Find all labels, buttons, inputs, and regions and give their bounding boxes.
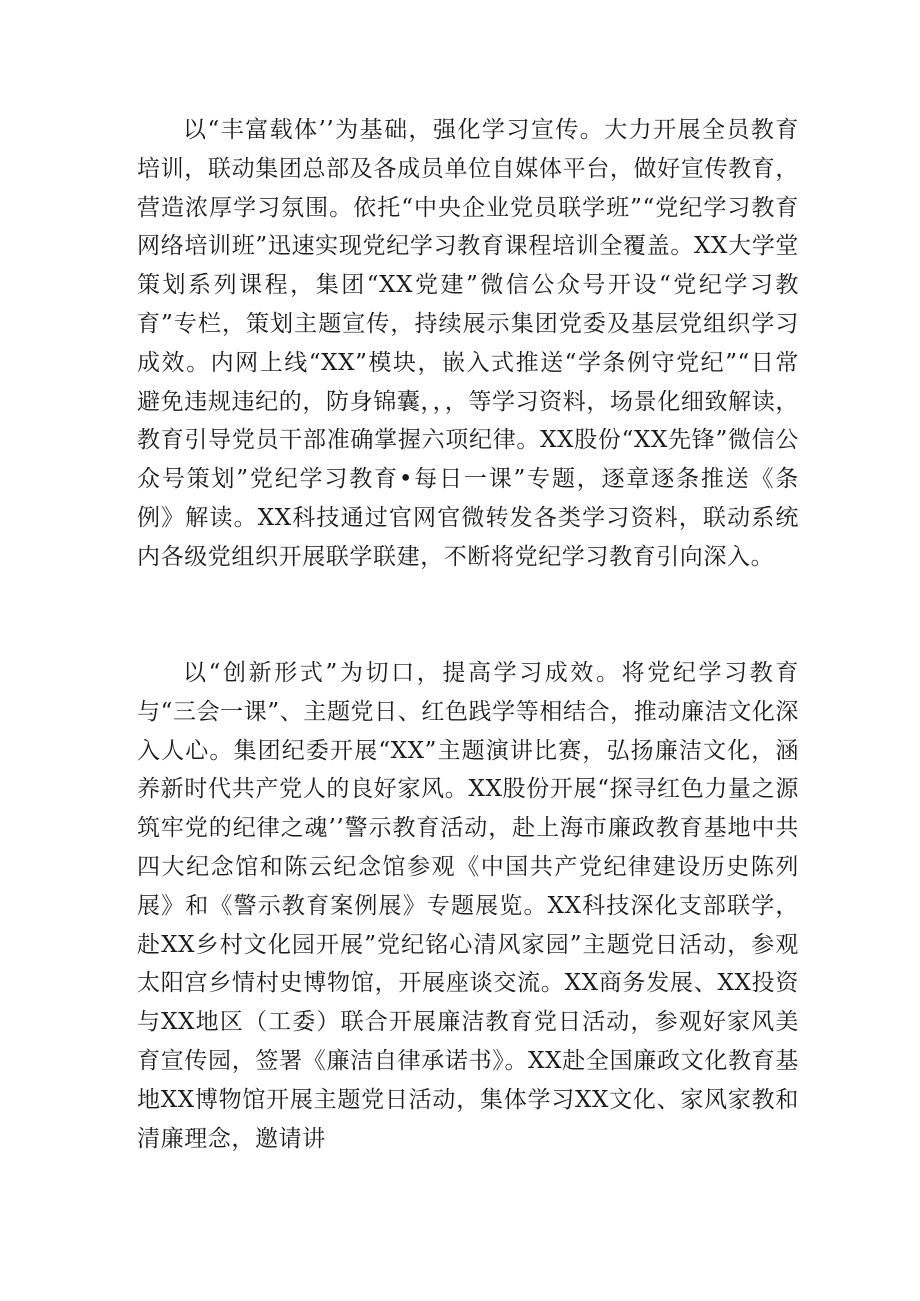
body-paragraph-innovative-forms: 以“创新形式”为切口，提高学习成效。将党纪学习教育与“三会一课”、主题党日、红色践学等相结合，推动廉洁文化深入人心。集团纪委开展“XX”主题演讲比赛，弘扬廉洁文化，涵养新时代共产党人的良好家风。XX股份开展“探寻红色力量之源筑牢党的纪律之魂’’警示教育活动，赴上海市廉政教育基地中共四大纪念馆和陈云纪念馆参观《中国共产党纪律建设历史陈列展》和《警示教育案例展》专题展览。XX科技深化支部联学，赴XX乡村文化园开展”党纪铭心清风家园”主题党日活动，参观太阳宫乡情村史博物馆，开展座谈交流。XX商务发展、XX投资与XX地区（工委）联合开展廉洁教育党日活动，参观好家风美育宣传园，签署《廉洁自律承诺书》。XX赴全国廉政文化教育基地XX博物馆开展主题党日活动，集体学习XX文化、家风家教和清廉理念，邀请讲 <box>137 660 799 1152</box>
body-paragraph-learning-publicity: 以“丰富载体’’为基础，强化学习宣传。大力开展全员教育培训，联动集团总部及各成员单位自媒体平台，做好宣传教育，营造浓厚学习氛围。依托“中央企业党员联学班”“党纪学习教育网络培训班”迅速实现党纪学习教育课程培训全覆盖。XX大学堂策划系列课程，集团“XX党建”微信公众号开设“党纪学习教育”专栏，策划主题宣传，持续展示集团党委及基层党组织学习成效。内网上线“XX”模块，嵌入式推送“学条例守党纪”“日常避免违规违纪的，防身锦囊，，，等学习资料，场景化细致解读，教育引导党员干部准确掌握六项纪律。XX股份“XX先锋”微信公众号策划”党纪学习教育•每日一课”专题，逐章逐条推送《条例》解读。XX科技通过官网官微转发各类学习资料，联动系统内各级党组织开展联学联建，不断将党纪学习教育引向深入。 <box>137 117 799 570</box>
